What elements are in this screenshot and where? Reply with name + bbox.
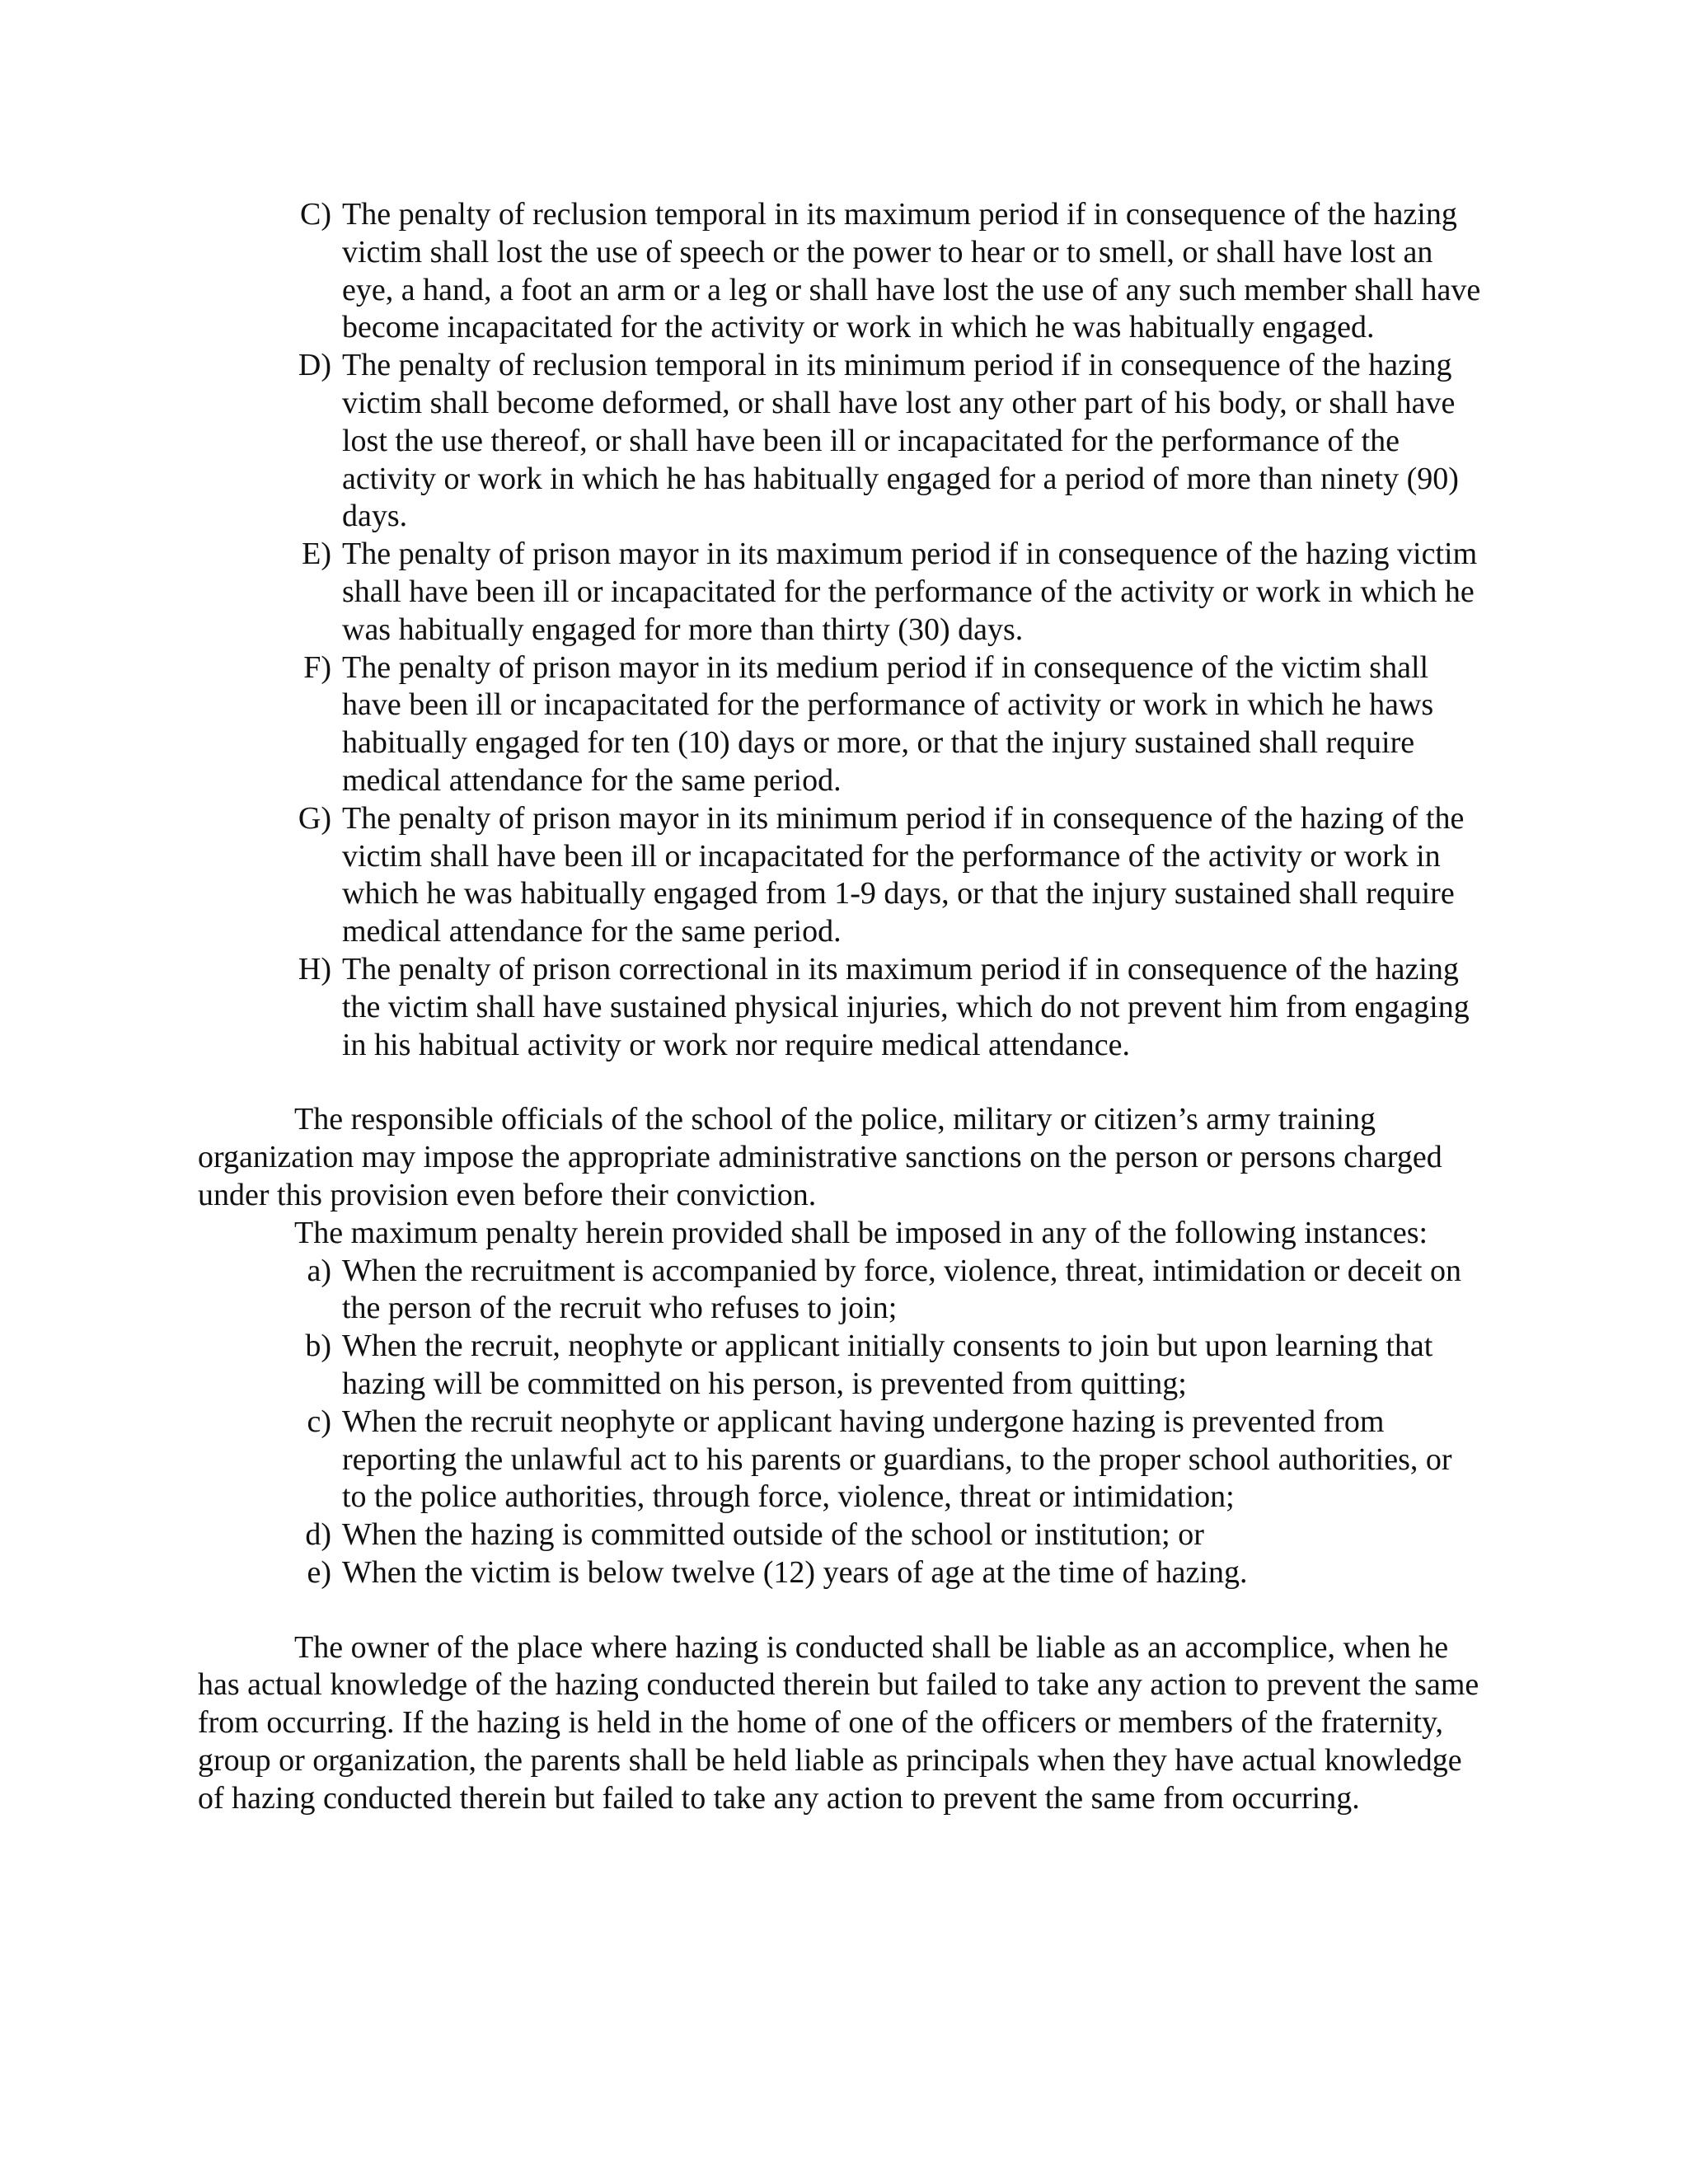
list-item-text: When the recruit, neophyte or applicant initially consents to join but upon learning that hazing will be committed on his person, is prevented from quitting; — [342, 1329, 1433, 1401]
list-item-text: When the recruitment is accompanied by force, violence, threat, intimidation or deceit on the person of the recruit who refuses to join; — [342, 1253, 1461, 1326]
list-item — [198, 1516, 1484, 1554]
paragraph-gap — [198, 1592, 1484, 1629]
list-item — [198, 649, 1484, 800]
list-item-text: When the recruit neophyte or applicant having undergone hazing is prevented from reporting the unlawful act to his parents or guardians, to the proper school authorities, or to the police authorities, through force, violence, threat or intimidation; — [342, 1404, 1452, 1515]
list-item — [198, 347, 1484, 536]
document-page — [198, 196, 1484, 1818]
list-item-text: The penalty of reclusion temporal in its minimum period if in consequence of the hazing victim shall become deformed, or shall have lost any other part of his body, or shall have lost the use thereof, or shall have been ill or incapacitated for the performance of the activity or work in which he has habitually engaged for a period of more than ninety (90) days. — [342, 348, 1459, 534]
list-item-text: When the victim is below twelve (12) years of age at the time of hazing. — [342, 1554, 1248, 1590]
list-marker: e) — [307, 1554, 331, 1590]
list-item-text: The penalty of reclusion temporal in its maximum period if in consequence of the hazing victim shall lost the use of speech or the power to hear or to smell, or shall have lost an eye, a hand, a foot an arm or a leg or shall have lost the use of any such member shall have become incapacitated for the activity or work in which he was habitually engaged. — [342, 197, 1481, 345]
list-marker: D) — [298, 348, 331, 383]
list-marker: d) — [305, 1517, 331, 1553]
list-marker: F) — [303, 649, 331, 685]
list-item-text: The penalty of prison mayor in its minimum period if in consequence of the hazing of the victim shall have been ill or incapacitated for the performance of the activity or work in which he was habitually engaged from 1-9 days, or that the injury sustained shall require medical attendance for the same period. — [342, 800, 1465, 949]
paragraph-owner-liability: The owner of the place where hazing is conducted shall be liable as an accomplice, when he has actual knowledge of the hazing conducted therein but failed to take any action to prevent the same from occurring. If the hazing is held in the home of one of the officers or members of the fraternity, group or organization, the parents shall be held liable as principals when they have actual knowledge of hazing conducted therein but failed to take any action to prevent the same from occurring. — [198, 1629, 1479, 1816]
list-item — [198, 196, 1484, 347]
list-item — [198, 951, 1484, 1064]
list-item-text: The penalty of prison mayor in its medium period if in consequence of the victim shall have been ill or incapacitated for the performance of activity or work in which he haws habitually engaged for ten (10) days or more, or that the injury sustained shall require medical attendance for the same period. — [342, 649, 1434, 798]
penalty-list — [198, 196, 1484, 1064]
list-marker: a) — [307, 1253, 331, 1288]
list-marker: G) — [298, 800, 331, 836]
list-item — [198, 1328, 1484, 1404]
list-marker: H) — [298, 951, 331, 987]
list-item — [198, 1404, 1484, 1516]
paragraph-gap — [198, 1064, 1484, 1101]
list-marker: E) — [302, 537, 331, 572]
list-item — [198, 1253, 1484, 1329]
list-item-text: The penalty of prison correctional in its maximum period if in consequence of the hazing the victim shall have sustained physical injuries, which do not prevent him from engaging in his habitual activity or work nor require medical attendance. — [342, 951, 1470, 1062]
list-marker: b) — [305, 1329, 331, 1364]
list-item — [198, 800, 1484, 951]
list-marker: c) — [307, 1404, 331, 1439]
list-marker: C) — [300, 197, 331, 232]
instances-list — [198, 1253, 1484, 1592]
list-item-text: When the hazing is committed outside of the school or institution; or — [342, 1517, 1204, 1553]
paragraph-maximum-penalty: The maximum penalty herein provided shall be imposed in any of the following instances: — [294, 1215, 1428, 1250]
list-item — [198, 536, 1484, 649]
list-item-text: The penalty of prison mayor in its maximum period if in consequence of the hazing victim shall have been ill or incapacitated for the performance of the activity or work in which he was habitually engaged for more than thirty (30) days. — [342, 537, 1478, 647]
list-item — [198, 1554, 1484, 1592]
paragraph-officials: The responsible officials of the school of the police, military or citizen’s army training organization may impose the appropriate administrative sanctions on the person or persons charged under this provision even before their conviction. — [198, 1102, 1442, 1212]
